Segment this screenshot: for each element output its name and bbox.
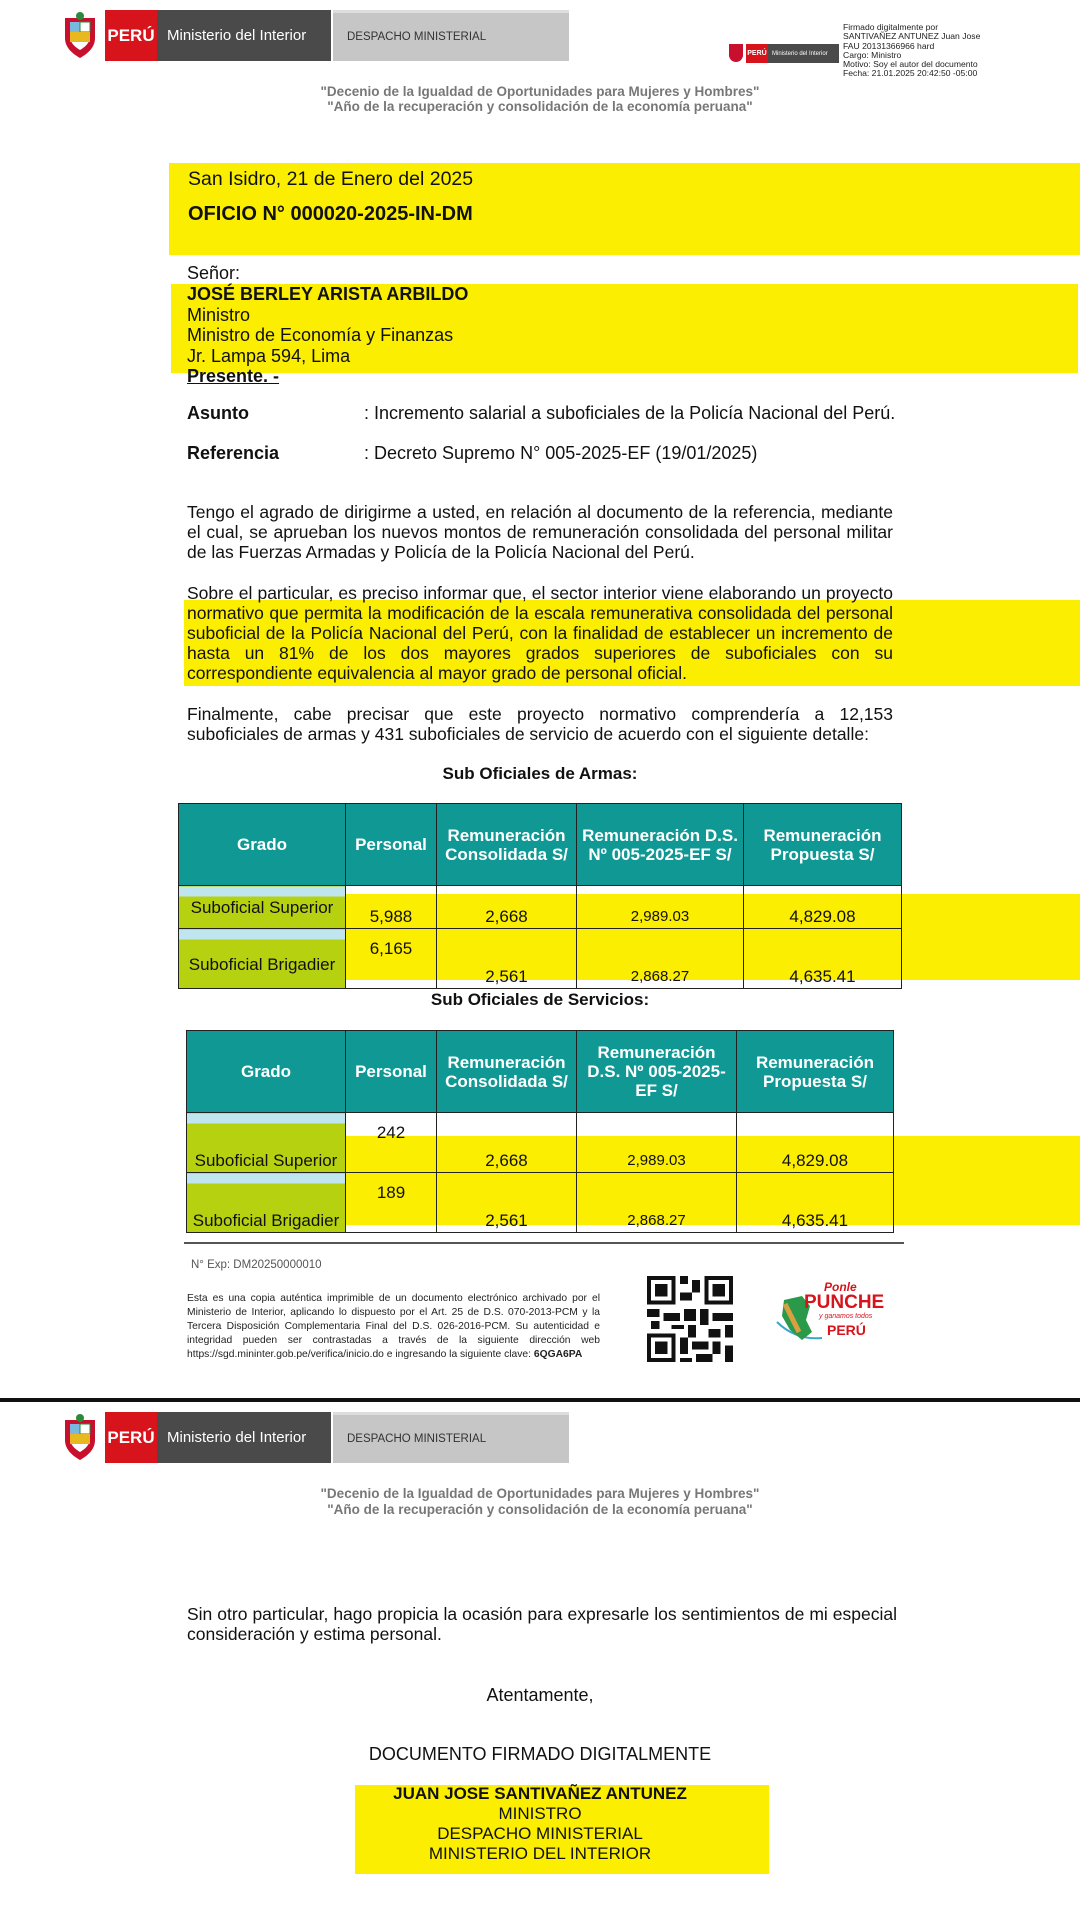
paragraph-3: Finalmente, cabe precisar que este proyecto normativo comprendería a 12,153 suboficiales de armas y 431 suboficiales de servicio de acuerdo con el siguiente detalle: xyxy=(187,704,893,744)
cell-consolidada: 2,561 xyxy=(437,929,577,989)
sig-line: Fecha: 21.01.2025 20:42:50 -05:00 xyxy=(843,68,978,79)
signer-title: MINISTRO xyxy=(498,1804,582,1823)
recipient-ministry: Ministro de Economía y Finanzas xyxy=(187,325,454,345)
table-row xyxy=(187,1113,894,1173)
asunto-value: : Incremento salarial a suboficiales de la Policía Nacional del Perú. xyxy=(364,403,896,423)
table-header-row xyxy=(187,1031,894,1113)
coat-of-arms-icon xyxy=(61,1414,99,1462)
cell-consolidada: 2,668 xyxy=(437,1113,577,1173)
cell-grado: Suboficial Superior xyxy=(187,1113,346,1173)
authenticity-notice xyxy=(187,1292,600,1362)
motto-line-1: "Decenio de la Igualdad de Oportunidades para Mujeres y Hombres" xyxy=(320,1486,760,1501)
digitally-signed-label: DOCUMENTO FIRMADO DIGITALMENTE xyxy=(368,1744,712,1764)
logo-text: PERÚ xyxy=(827,1322,866,1338)
column-header: Grado xyxy=(187,1031,346,1113)
digital-signature-stamp xyxy=(843,23,980,79)
motto-line-2: "Año de la recuperación y consolidación de la economía peruana" xyxy=(327,1502,753,1517)
paragraph-2: Sobre el particular, es preciso informar que, el sector interior viene elaborando un proyecto normativo que permita la modificación de la escala remunerativa consolidada del personal suboficial de la Policía Nacional del Perú, con la finalidad de establecer un incremento de hasta un 81% de los dos mayores grados superiores de suboficiales con su correspondiente equivalencia al mayor grado de personal oficial. xyxy=(187,583,893,683)
table-servicios-title: Sub Oficiales de Servicios: xyxy=(430,990,650,1009)
table-row xyxy=(179,929,902,989)
sig-line: Cargo: Ministro xyxy=(843,49,902,60)
column-header: Remuneración Consolidada S/ xyxy=(437,1031,577,1113)
logo-text: Ponle xyxy=(824,1280,857,1294)
column-header: Remuneración D.S. Nº 005-2025-EF S/ xyxy=(577,1031,737,1113)
column-header: Grado xyxy=(179,804,346,886)
salutation: Señor: xyxy=(187,263,241,283)
sig-line: Firmado digitalmente por xyxy=(843,22,939,32)
signer-ministry: MINISTERIO DEL INTERIOR xyxy=(428,1844,652,1863)
sig-line: SANTIVAÑEZ ANTUNEZ Juan Jose xyxy=(843,31,981,42)
office-label: DESPACHO MINISTERIAL xyxy=(333,1412,569,1463)
cell-grado: Suboficial Superior xyxy=(179,886,346,929)
column-header: Remuneración Propuesta S/ xyxy=(737,1031,894,1113)
paragraph-1: Tengo el agrado de dirigirme a usted, en relación al documento de la referencia, mediante el cual, se aprueban los nuevos montos de remuneración consolidada del personal militar de las Fuerzas Armadas y Policía de la Policía Nacional del Perú. xyxy=(187,502,893,562)
peru-label: PERÚ xyxy=(105,1412,157,1463)
motto-line-1: "Decenio de la Igualdad de Oportunidades para Mujeres y Hombres" xyxy=(320,84,760,99)
divider xyxy=(184,1242,904,1244)
cell-ds: 2,989.03 xyxy=(577,886,744,929)
referencia-label: Referencia xyxy=(187,443,280,463)
notice-text: Esta es una copia auténtica imprimible de un documento electrónico archivado por el Ministerio de Interior, aplicando lo dispuesto por el Art. 25 de D.S. 070-2013-PCM y la Tercera Disposición Complementaria Final del D.S. 026-2016-PCM. Su autenticidad e integridad pueden ser contrastadas a través de la siguiente dirección web https://sgd.mininter.gob.pe/verifica/inicio.do e ingresando la siguiente clave: xyxy=(187,1293,600,1360)
cell-propuesta: 4,829.08 xyxy=(744,886,902,929)
table-row xyxy=(179,886,902,929)
regards: Atentamente, xyxy=(486,1685,594,1705)
column-header: Personal xyxy=(346,1031,437,1113)
small-coat-of-arms-icon xyxy=(729,44,743,62)
cell-grado: Suboficial Brigadier xyxy=(187,1173,346,1233)
sig-line: Motivo: Soy el autor del documento xyxy=(843,59,978,70)
motto-line-2: "Año de la recuperación y consolidación de la economía peruana" xyxy=(327,99,753,114)
cell-personal: 242 xyxy=(346,1113,437,1173)
table-row xyxy=(187,1173,894,1233)
peru-label: PERÚ xyxy=(105,10,157,61)
qr-code-icon[interactable] xyxy=(647,1276,733,1362)
cell-personal: 6,165 xyxy=(346,929,437,989)
cell-propuesta: 4,635.41 xyxy=(744,929,902,989)
signer-office: DESPACHO MINISTERIAL xyxy=(437,1824,643,1843)
table-armas-title: Sub Oficiales de Armas: xyxy=(442,764,638,783)
cell-consolidada: 2,561 xyxy=(437,1173,577,1233)
cell-propuesta: 4,635.41 xyxy=(737,1173,894,1233)
small-peru-label: PERÚ xyxy=(746,44,768,63)
small-ministry-label: Ministerio del Interior xyxy=(768,44,839,63)
column-header: Personal xyxy=(346,804,437,886)
expediente-number: N° Exp: DM20250000010 xyxy=(191,1259,322,1271)
referencia-value: : Decreto Supremo N° 005-2025-EF (19/01/2025) xyxy=(364,443,758,463)
oficio-number: OFICIO N° 000020-2025-IN-DM xyxy=(188,203,473,225)
cell-consolidada: 2,668 xyxy=(437,886,577,929)
logo-text: PUNCHE xyxy=(804,1292,885,1313)
cell-personal: 5,988 xyxy=(346,886,437,929)
presente: Presente. - xyxy=(187,366,280,386)
cell-ds: 2,868.27 xyxy=(577,1173,737,1233)
column-header: Remuneración Propuesta S/ xyxy=(744,804,902,886)
recipient-name: JOSÉ BERLEY ARISTA ARBILDO xyxy=(187,284,469,304)
signer-name: JUAN JOSE SANTIVAÑEZ ANTUNEZ xyxy=(393,1784,687,1803)
page-break xyxy=(0,1398,1080,1402)
asunto-label: Asunto xyxy=(187,403,249,423)
ponle-punche-logo xyxy=(769,1280,887,1350)
sig-line: FAU 20131366966 hard xyxy=(843,40,935,51)
cell-propuesta: 4,829.08 xyxy=(737,1113,894,1173)
recipient-title: Ministro xyxy=(187,304,251,325)
ministry-label: Ministerio del Interior xyxy=(157,1412,331,1463)
table-armas xyxy=(178,803,902,989)
column-header: Remuneración Consolidada S/ xyxy=(437,804,577,886)
office-label: DESPACHO MINISTERIAL xyxy=(333,10,569,61)
column-header: Remuneración D.S. Nº 005-2025-EF S/ xyxy=(577,804,744,886)
logo-text: y ganamos todos xyxy=(819,1313,873,1320)
recipient-address: Jr. Lampa 594, Lima xyxy=(187,345,351,366)
coat-of-arms-icon xyxy=(61,12,99,60)
table-servicios xyxy=(186,1030,894,1233)
verification-key: 6QGA6PA xyxy=(533,1349,583,1360)
place-date: San Isidro, 21 de Enero del 2025 xyxy=(188,168,474,190)
closing-paragraph: Sin otro particular, hago propicia la ocasión para expresarle los sentimientos de mi especial consideración y estima personal. xyxy=(187,1604,897,1644)
table-header-row xyxy=(179,804,902,886)
cell-ds: 2,989.03 xyxy=(577,1113,737,1173)
ministry-label: Ministerio del Interior xyxy=(157,10,331,61)
cell-grado: Suboficial Brigadier xyxy=(179,929,346,989)
cell-personal: 189 xyxy=(346,1173,437,1233)
cell-ds: 2,868.27 xyxy=(577,929,744,989)
